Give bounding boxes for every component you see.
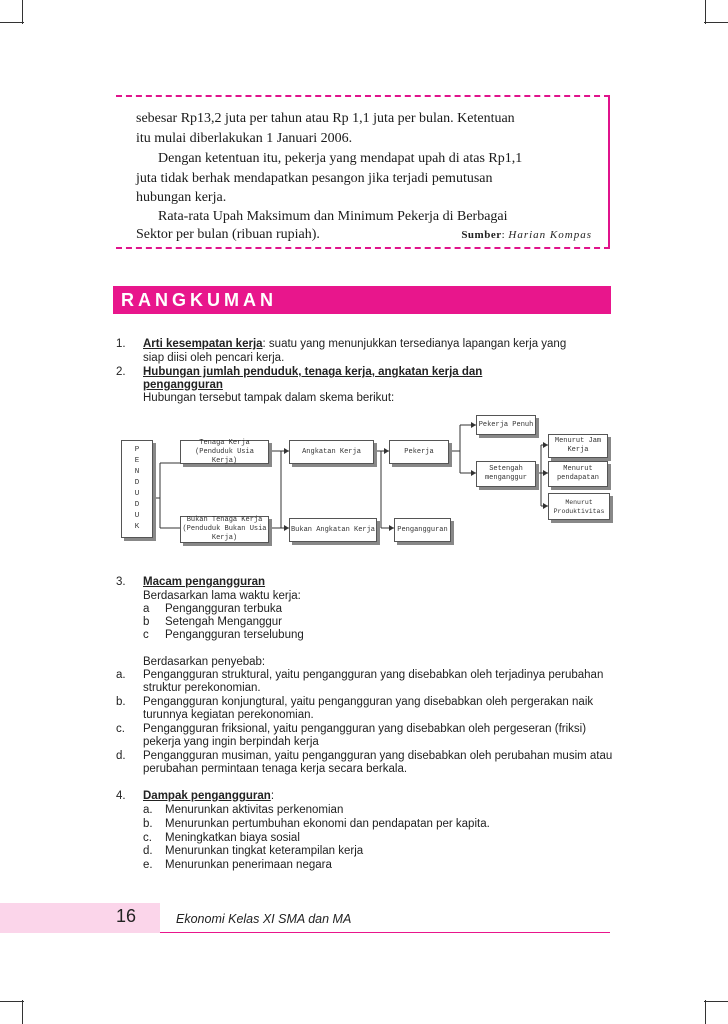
list-item: Pengangguran terbuka [165,603,283,615]
excerpt-line: itu mulai diberlakukan 1 Januari 2006. [136,131,353,146]
excerpt-line: sebesar Rp13,2 juta per tahun atau Rp 1,1 juta per bulan. Ketentuan [136,111,515,126]
list-item: Menurunkan penerimaan negara [165,859,332,871]
box-angkatan-kerja: Angkatan Kerja [289,440,374,464]
list-item: Pengangguran struktural, yaitu pengangguran yang disebabkan oleh terjadinya perubahan [143,669,604,681]
list-item: Menurunkan aktivitas perkenomian [165,804,344,816]
box-menurut-pendapatan: Menurut pendapatan [548,461,608,487]
item-number: 3. [116,576,126,588]
item-number: 1. [116,338,126,350]
rangkuman-title: RANGKUMAN [121,290,277,310]
list-item-cont: pekerja yang ingin berpindah kerja [143,736,319,748]
item4-term: Dampak pengangguran: [143,790,275,802]
footer-divider [160,932,610,933]
box-bukan-tenaga-kerja: Bukan Tenaga Kerja (Penduduk Bukan Usia Kerja) [180,516,269,543]
box-pekerja: Pekerja [389,440,449,464]
list-item: Meningkatkan biaya sosial [165,832,300,844]
list-letter: b. [116,696,126,708]
list-letter: d. [116,750,126,762]
excerpt-line: Dengan ketentuan itu, pekerja yang mendapat upah di atas Rp1,1 [158,151,523,166]
item3-term: Macam pengangguran [143,576,266,588]
list-item-cont: struktur perekonomian. [143,682,261,694]
list-item: Pengangguran terselubung [165,629,304,641]
item2-text: Hubungan tersebut tampak dalam skema berikut: [143,392,395,404]
list-letter: c [143,629,149,641]
item1-text-cont: siap diisi oleh pencari kerja. [143,352,285,364]
box-menurut-produktivitas: Menurut Produktivitas [548,493,610,520]
box-pekerja-penuh: Pekerja Penuh [476,415,536,435]
sebab-intro: Berdasarkan penyebab: [143,656,266,668]
list-item: Pengangguran konjungtural, yaitu pengangguran yang disebabkan oleh pergerakan naik [143,696,594,708]
box-pengangguran: Pengangguran [394,518,451,542]
book-title: Ekonomi Kelas XI SMA dan MA [176,912,352,926]
box-setengah-menganggur: Setengah menganggur [476,461,536,487]
excerpt-line: Rata-rata Upah Maksimum dan Minimum Pekerja di Berbagai [158,209,508,224]
item2-term: Hubungan jumlah penduduk, tenaga kerja, angkatan kerja dan [143,366,483,378]
list-letter: d. [143,845,153,857]
item2-term-cont: pengangguran [143,379,223,391]
list-letter: e. [143,859,153,871]
list-letter: c. [116,723,125,735]
list-item-cont: perubahan permintaan tenaga kerja secara berkala. [143,763,408,775]
box-penduduk: P E N D U D U K [121,440,153,538]
box-bukan-angkatan-kerja: Bukan Angkatan Kerja [289,518,377,542]
item-number: 2. [116,366,126,378]
excerpt-line: Sektor per bulan (ribuan rupiah). [136,227,320,242]
item3-intro: Berdasarkan lama waktu kerja: [143,590,301,602]
box-tenaga-kerja: Tenaga Kerja (Penduduk Usia Kerja) [180,440,269,464]
item-number: 4. [116,790,126,802]
list-letter: a. [116,669,126,681]
item1-text: Arti kesempatan kerja: suatu yang menunjukkan tersedianya lapangan kerja yang [143,338,567,350]
list-letter: b. [143,818,153,830]
excerpt-line: juta tidak berhak mendapatkan pesangon jika terjadi pemutusan [136,171,493,186]
list-letter: b [143,616,150,628]
list-item-cont: turunnya kegiatan perekonomian. [143,709,314,721]
excerpt-line: hubungan kerja. [136,190,227,205]
list-letter: a. [143,804,153,816]
source-credit: Sumber: Harian Kompas [461,229,592,241]
list-letter: a [143,603,150,615]
box-menurut-jam-kerja: Menurut Jam Kerja [548,434,608,458]
list-item: Setengah Menganggur [165,616,283,628]
page-number: 16 [116,906,137,926]
list-item: Menurunkan tingkat keterampilan kerja [165,845,364,857]
list-item: Menurunkan pertumbuhan ekonomi dan pendapatan per kapita. [165,818,490,830]
list-item: Pengangguran friksional, yaitu pengangguran yang disebabkan oleh pergeseran (friksi) [143,723,587,735]
list-item: Pengangguran musiman, yaitu pengangguran yang disebabkan oleh perubahan musim atau [143,750,613,762]
list-letter: c. [143,832,152,844]
